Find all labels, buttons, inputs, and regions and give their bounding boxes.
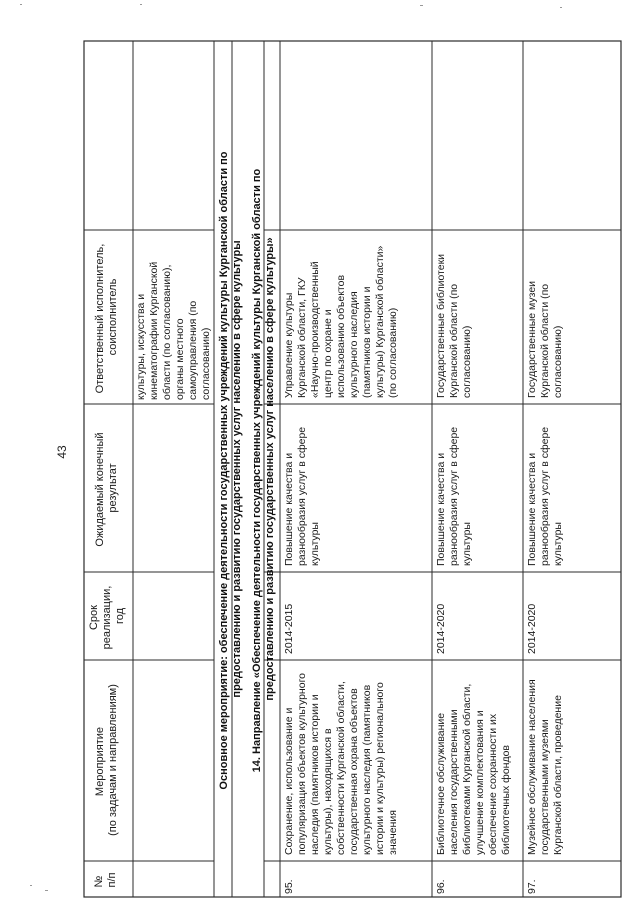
row-event [435, 681, 512, 855]
row-result-line: культуры [461, 522, 473, 566]
row-event-line: Библиотечное обслуживание [435, 712, 447, 855]
row-result-line: Повышение качества и [526, 452, 538, 566]
main-event-heading [218, 148, 243, 789]
main-event-line: Основное мероприятие: обеспечение деятельности государственных учреждений культуры Курганской области по [218, 151, 230, 790]
continuation-line: согласованию) [200, 327, 212, 400]
row-executor-line: Курганской области (по [539, 283, 551, 398]
row-executor-line: «Научно-производственный [309, 261, 321, 398]
row-event-line: Музейное обслуживание населения [526, 679, 538, 855]
page-number: 43 [55, 445, 69, 459]
row-executor-line: Курганской области, ГКУ [296, 277, 308, 398]
row-event-line: улучшение комплектования и [474, 710, 486, 855]
row-result [526, 424, 564, 566]
header-term-line: год [114, 607, 126, 625]
row-executor [283, 243, 399, 398]
table-row [526, 278, 564, 894]
direction-line: 14. Направление «Обеспечение деятельности государственных учреждений культуры Курганской области по [251, 168, 263, 773]
row-event-line: обеспечение сохранности их [487, 713, 499, 855]
row-result [435, 424, 473, 566]
header-event-line: Мероприятие [94, 726, 106, 797]
row-executor-line: Государственные библиотеки [435, 253, 447, 398]
direction-line: предоставлению и развитию государственных услуг населению в сфере культуры» [264, 237, 276, 701]
row-event-line: Курганской области, проведение [552, 695, 564, 855]
row-event-line: популяризация объектов культурного [296, 672, 308, 855]
row-event-line: собственности Курганской области, [335, 681, 347, 855]
row-result-line: Повышение качества и [283, 452, 295, 566]
header-executor-line: Ответственный исполнитель, [94, 243, 106, 394]
row-event-line: государственная охрана объектов [348, 688, 360, 855]
header-result-line: результат [107, 463, 119, 513]
continuation-line: самоуправления (по [187, 300, 199, 400]
row-executor-line: согласованию) [461, 325, 473, 398]
row-number: 97. [526, 879, 538, 894]
header-executor-line: соисполнитель [107, 278, 119, 356]
continuation-line: кинематографии Курганской [148, 261, 160, 400]
header-executor [94, 241, 119, 394]
scan-speck [30, 885, 32, 886]
row-event-line: культуры), находящихся в [322, 728, 334, 855]
header-event-line: (по задачам и направлениям) [107, 684, 119, 836]
header-term-line: реализации, [101, 585, 113, 650]
header-num-line: п/п [106, 872, 118, 888]
main-event-line: предоставлению и развитию государственных услуг населению в сфере культуры [231, 240, 243, 698]
header-num [93, 872, 118, 887]
header-num-line: № [93, 875, 105, 888]
row-executor-line: Курганской области (по [448, 283, 460, 398]
row-event-line: библиотечных фондов [500, 744, 512, 855]
row-event-line: населения государственными [448, 709, 460, 855]
row-term: 2014-2015 [283, 603, 295, 654]
row-result-line: культуры [552, 522, 564, 566]
row-term: 2014-2020 [526, 603, 538, 654]
continuation-line: области (по согласованию), [161, 264, 173, 400]
row-executor-line: Государственные музеи [526, 280, 538, 398]
row-event-line: наследия (памятников истории и [309, 694, 321, 855]
row-number: 95. [283, 879, 295, 894]
row-result-line: культуры [309, 522, 321, 566]
scan-speck [45, 890, 48, 891]
row-executor-line: культуры) Курганской области» [374, 245, 386, 398]
continuation-line: органы местного [174, 318, 186, 400]
row-result-line: Повышение качества и [435, 452, 447, 566]
row-executor-line: Управление культуры [283, 292, 295, 398]
header-result [94, 429, 119, 546]
table-row [283, 243, 399, 894]
row-event-line: истории и культуры) регионального [374, 682, 386, 855]
row-event [526, 676, 564, 855]
scan-speck [20, 4, 22, 5]
row-event-line: значения [387, 810, 399, 855]
row-term: 2014-2020 [435, 603, 447, 654]
row-executor-line: центр по охране и [322, 309, 334, 398]
row-result-line: разнообразия услуг в сфере [539, 426, 551, 566]
row-result-line: разнообразия услуг в сфере [448, 426, 460, 566]
row-event [283, 670, 399, 855]
row-executor [435, 251, 473, 398]
row-event-line: библиотеками Курганской области, [461, 683, 473, 855]
row-executor-line: использованию объектов [335, 274, 347, 398]
row-event-line: культурного наследия (памятников [361, 684, 373, 855]
row-event-line: государственными музеями [539, 719, 551, 855]
header-term [88, 583, 126, 650]
scan-speck [420, 5, 423, 6]
header-event [94, 684, 119, 836]
scan-speck [140, 4, 142, 5]
table-row [435, 251, 512, 894]
row-executor-line: культурного наследия [348, 291, 360, 398]
row-number: 96. [435, 879, 447, 894]
scan-speck [560, 7, 562, 8]
row-result-line: разнообразия услуг в сфере [296, 426, 308, 566]
header-term-line: Срок [88, 605, 100, 631]
row-executor [526, 278, 564, 398]
row-executor-line: (по согласованию) [387, 307, 399, 398]
continuation-executor [135, 259, 212, 400]
row-executor-line: согласованию) [552, 325, 564, 398]
row-result [283, 424, 321, 566]
row-executor-line: (памятников истории и [361, 286, 373, 398]
header-result-line: Ожидаемый конечный [94, 432, 106, 547]
row-event-line: Сохранение, использование и [283, 707, 295, 855]
direction-heading [251, 166, 276, 773]
continuation-line: культуры, искусства и [135, 293, 147, 400]
